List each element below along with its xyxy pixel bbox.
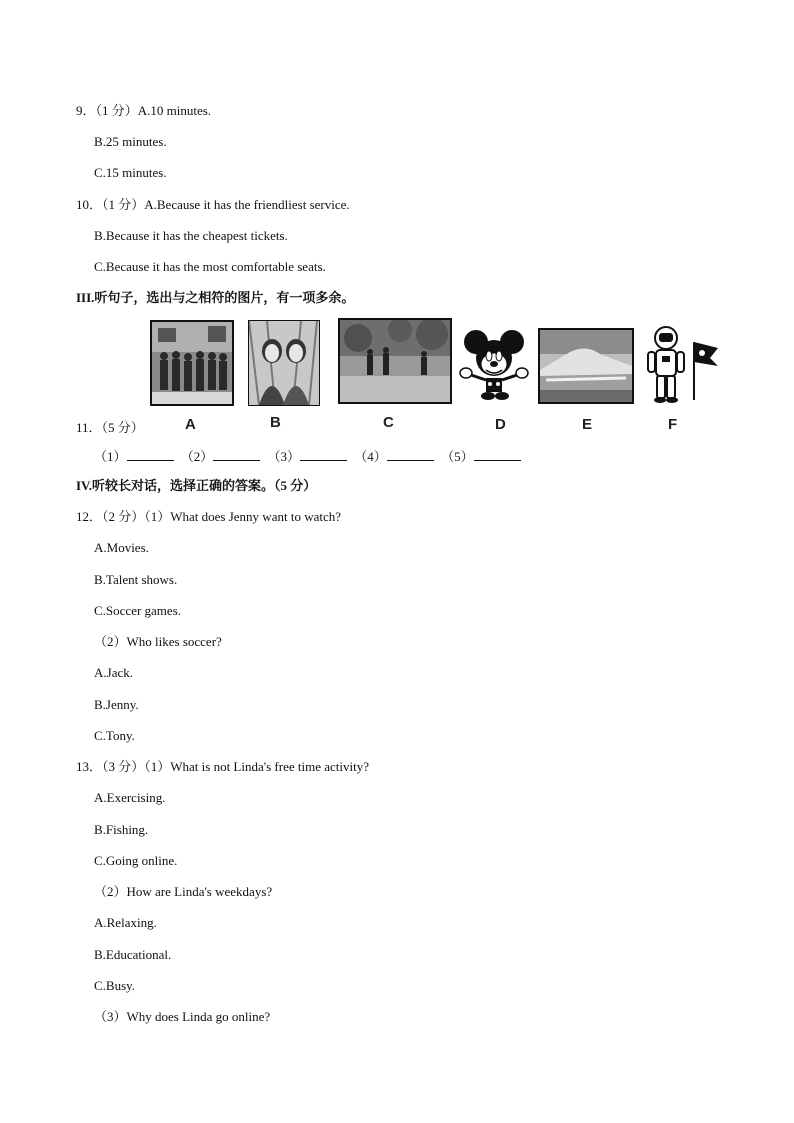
picture-a-label: A: [185, 416, 196, 433]
picture-row: [150, 318, 730, 438]
picture-b-label: B: [270, 414, 281, 431]
q11-stem: 11．（5 分）: [76, 420, 144, 435]
q12-1-option-c: C.Soccer games.: [94, 603, 182, 618]
picture-d-cartoon-mouse: [458, 326, 530, 402]
q10-option-b: B.Because it has the cheapest tickets.: [94, 228, 288, 243]
q12-stem: 12．（2 分）（1）What does Jenny want to watch?: [76, 509, 342, 524]
q12-2-option-c: C.Tony.: [94, 728, 135, 743]
picture-d-label: D: [495, 416, 506, 433]
picture-e-mountain-landscape: [538, 328, 634, 404]
q13-2-option-c: C.Busy.: [94, 978, 136, 993]
q9-option-c: C.15 minutes.: [94, 165, 167, 180]
q11-blank-2[interactable]: [213, 447, 260, 461]
q13-2-option-b: B.Educational.: [94, 947, 172, 962]
q11-blank-label-1: （1）: [94, 449, 127, 464]
q13-1-option-c: C.Going online.: [94, 853, 178, 868]
picture-c-label: C: [383, 414, 394, 431]
q12-1-option-a: A.Movies.: [94, 540, 149, 555]
q11-blank-label-4: （4）: [354, 449, 387, 464]
q11-blank-4[interactable]: [387, 447, 434, 461]
picture-f-label: F: [668, 416, 678, 433]
q9-stem: 9．（1 分）A.10 minutes.: [76, 103, 212, 118]
q10-option-c: C.Because it has the most comfortable seats.: [94, 259, 326, 274]
q9-option-b: B.25 minutes.: [94, 134, 167, 149]
q13-2-option-a: A.Relaxing.: [94, 915, 157, 930]
q13-2-question: （2）How are Linda's weekdays?: [94, 884, 273, 899]
q12-2-option-a: A.Jack.: [94, 665, 133, 680]
q11-blank-label-5: （5）: [441, 449, 474, 464]
picture-b-girls: [248, 320, 320, 406]
q11-blank-1[interactable]: [127, 447, 174, 461]
q13-3-question: （3）Why does Linda go online?: [94, 1009, 271, 1024]
q11-blank-label-3: （3）: [267, 449, 301, 464]
q11-blank-5[interactable]: [474, 447, 521, 461]
q12-2-option-b: B.Jenny.: [94, 697, 139, 712]
q12-2-question: （2）Who likes soccer?: [94, 634, 222, 649]
q13-1-option-b: B.Fishing.: [94, 822, 149, 837]
q13-1-option-a: A.Exercising.: [94, 790, 166, 805]
q10-stem: 10．（1 分）A.Because it has the friendliest service.: [76, 197, 350, 212]
section-3-heading: III.听句子，选出与之相符的图片，有一项多余。: [76, 290, 355, 305]
q12-1-option-b: B.Talent shows.: [94, 572, 178, 587]
picture-a-students: [150, 320, 234, 406]
q11-answer-blanks: [94, 447, 525, 465]
q11-blank-3[interactable]: [300, 447, 347, 461]
q13-stem: 13．（3 分）（1）What is not Linda's free time activity?: [76, 759, 369, 774]
picture-f-astronaut: [644, 324, 722, 404]
picture-e-label: E: [582, 416, 593, 433]
picture-c-outdoor-activity: [338, 318, 452, 404]
section-4-heading: IV.听较长对话，选择正确的答案。（5 分）: [76, 478, 317, 493]
q11-blank-label-2: （2）: [180, 449, 214, 464]
